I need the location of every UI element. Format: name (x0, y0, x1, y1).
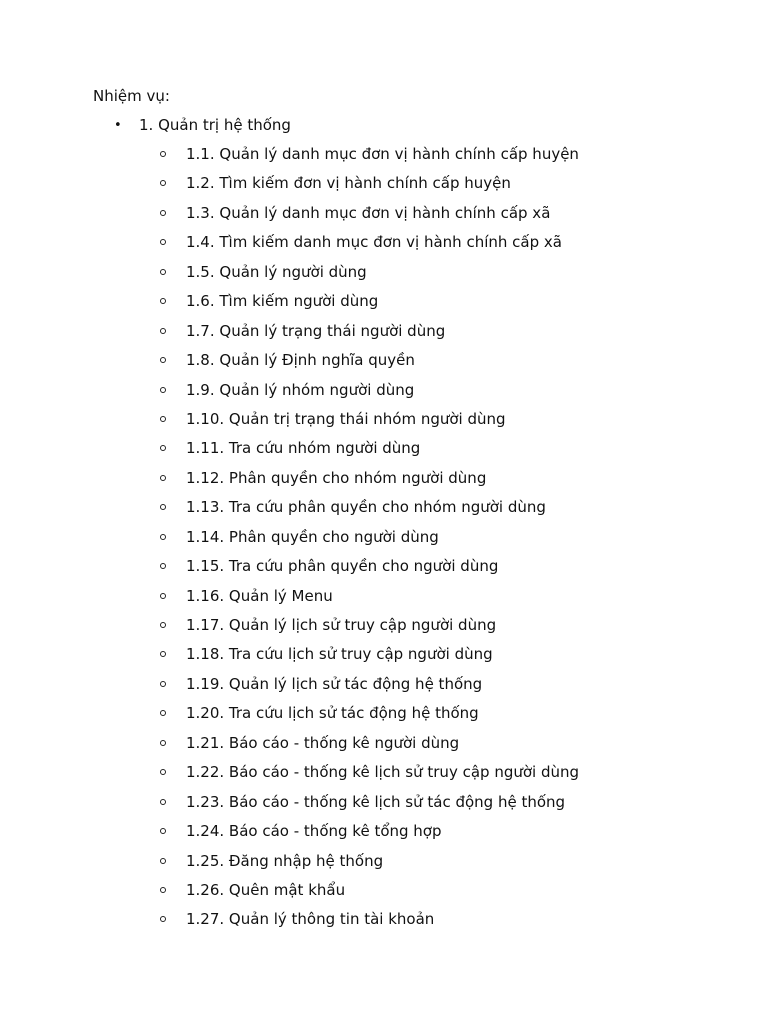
hollow-bullet-icon (160, 799, 166, 805)
filled-bullet-icon: • (114, 118, 122, 133)
hollow-bullet-icon (160, 239, 166, 245)
hollow-bullet-icon (160, 769, 166, 775)
hollow-bullet-icon (160, 387, 166, 393)
hollow-bullet-icon (160, 887, 166, 893)
list-item-label: 1.3. Quản lý danh mục đơn vị hành chính cấp xã (186, 203, 551, 222)
list-item-label: 1.13. Tra cứu phân quyền cho nhóm người dùng (186, 498, 546, 517)
hollow-bullet-icon (160, 298, 166, 304)
hollow-bullet-icon (160, 151, 166, 157)
hollow-bullet-icon (160, 269, 166, 275)
hollow-bullet-icon (160, 445, 166, 451)
list-item-label: 1.18. Tra cứu lịch sử truy cập người dùng (186, 645, 493, 664)
hollow-bullet-icon (160, 180, 166, 186)
list-item-label: 1.22. Báo cáo - thống kê lịch sử truy cập người dùng (186, 763, 580, 782)
list-item-label: 1.26. Quên mật khẩu (186, 880, 346, 899)
hollow-bullet-icon (160, 916, 166, 922)
list-item-label: 1.25. Đăng nhập hệ thống (186, 851, 384, 870)
hollow-bullet-icon (160, 828, 166, 834)
hollow-bullet-icon (160, 858, 166, 864)
list-item-label: 1.24. Báo cáo - thống kê tổng hợp (186, 822, 442, 841)
hollow-bullet-icon (160, 740, 166, 746)
document-heading: Nhiệm vụ: (93, 87, 170, 105)
hollow-bullet-icon (160, 475, 166, 481)
hollow-bullet-icon (160, 593, 166, 599)
list-item-label: 1.23. Báo cáo - thống kê lịch sử tác động hệ thống (186, 792, 566, 811)
list-item-label: 1.14. Phân quyền cho người dùng (186, 527, 439, 546)
list-item-label: 1.2. Tìm kiếm đơn vị hành chính cấp huyện (186, 174, 511, 193)
hollow-bullet-icon (160, 416, 166, 422)
list-item-label: 1.7. Quản lý trạng thái người dùng (186, 321, 446, 340)
list-item-label: 1.4. Tìm kiếm danh mục đơn vị hành chính cấp xã (186, 233, 562, 252)
list-item-label: 1.27. Quản lý thông tin tài khoản (186, 910, 435, 929)
list-item-label: 1.6. Tìm kiếm người dùng (186, 292, 379, 311)
list-item-label: 1.16. Quản lý Menu (186, 586, 333, 605)
hollow-bullet-icon (160, 681, 166, 687)
list-item-label: 1.5. Quản lý người dùng (186, 262, 367, 281)
list-item-label: 1.10. Quản trị trạng thái nhóm người dùng (186, 409, 506, 428)
hollow-bullet-icon (160, 710, 166, 716)
list-item-label: 1.8. Quản lý Định nghĩa quyền (186, 351, 415, 370)
list-item-label: 1.1. Quản lý danh mục đơn vị hành chính cấp huyện (186, 145, 579, 163)
list-item-label: 1.9. Quản lý nhóm người dùng (186, 380, 415, 399)
list-item-label: 1.21. Báo cáo - thống kê người dùng (186, 733, 460, 752)
section-title: 1. Quản trị hệ thống (139, 116, 291, 134)
list-item-label: 1.20. Tra cứu lịch sử tác động hệ thống (186, 704, 479, 723)
list-item-label: 1.17. Quản lý lịch sử truy cập người dùng (186, 616, 497, 634)
hollow-bullet-icon (160, 563, 166, 569)
hollow-bullet-icon (160, 210, 166, 216)
hollow-bullet-icon (160, 504, 166, 510)
hollow-bullet-icon (160, 328, 166, 334)
hollow-bullet-icon (160, 357, 166, 363)
list-item-label: 1.15. Tra cứu phân quyền cho người dùng (186, 557, 499, 576)
hollow-bullet-icon (160, 622, 166, 628)
list-item-label: 1.19. Quản lý lịch sử tác động hệ thống (186, 674, 483, 693)
list-item-label: 1.11. Tra cứu nhóm người dùng (186, 439, 421, 458)
hollow-bullet-icon (160, 534, 166, 540)
list-item-label: 1.12. Phân quyền cho nhóm người dùng (186, 468, 487, 487)
hollow-bullet-icon (160, 651, 166, 657)
